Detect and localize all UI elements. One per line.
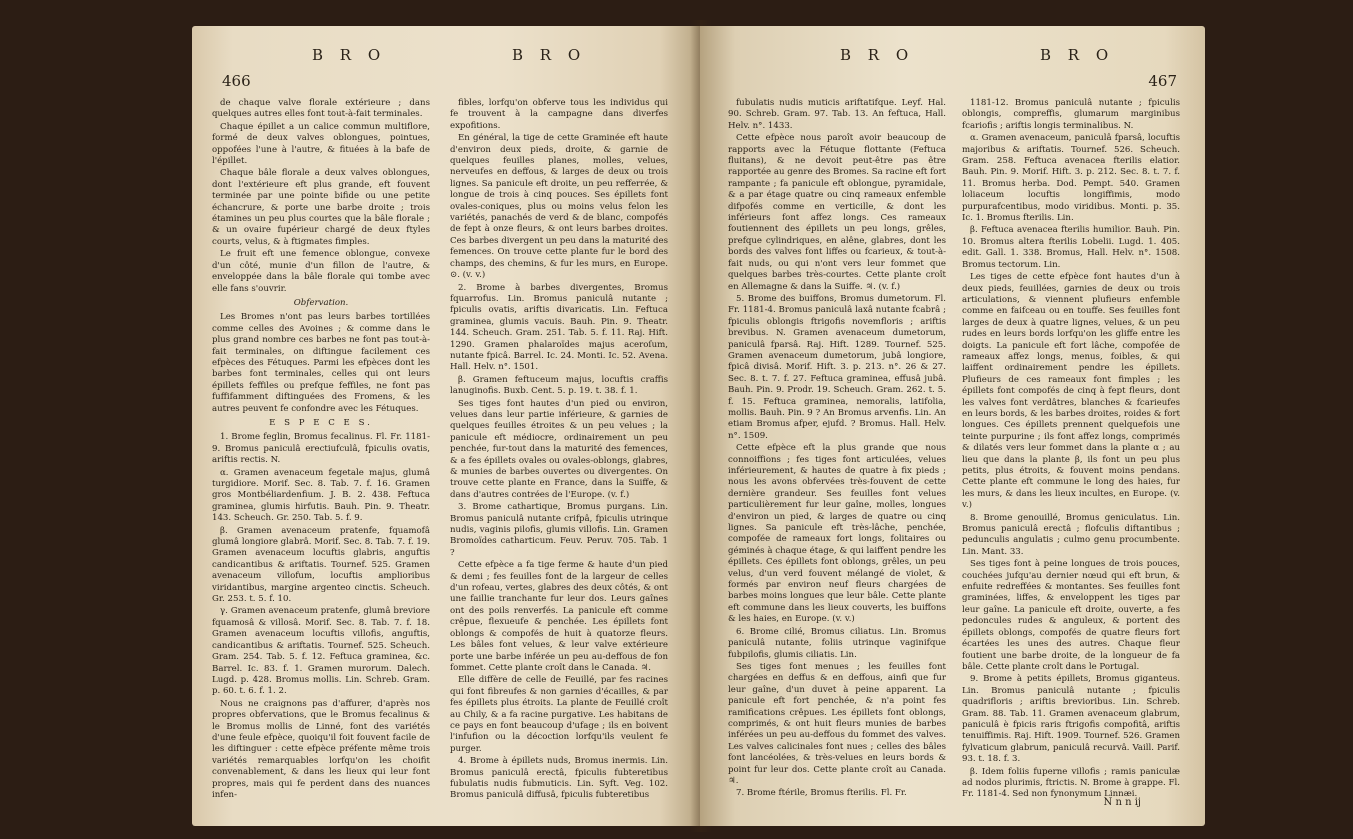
paragraph: β. Feftuca avenacea fterilis humilior. Bauh. Pin. 10. Bromus altera fterilis Lobelii. Lugd. 1. 405. edit. Gall. 1. 338. Bromus, Hall. Helv. n°. 1508. Bromus tectorum. Lin. (962, 225, 1180, 270)
paragraph: α. Gramen avenaceum fegetale majus, glumâ turgidiore. Morif. Sec. 8. Tab. 7. f. 16. Gramen gros Montbéliardenfium. J. B. 2. 438. Feftuca graminea, glumis hirfutis. Bauh. Pin. 9. Theatr. 143. Scheuch. Gr. 250. Tab. 5. f. 9. (212, 467, 430, 524)
paragraph: β. Gramen avenaceum pratenfe, fquamofâ glumâ longiore glabrâ. Morif. Sec. 8. Tab. 7. f. 19. Gramen avenaceum locuftis glabris, anguftis candicantibus & ariftatis. Tournef. 525. Gramen avenaceum villofum, locuftis amplioribus viridantibus, margine argenteo cinctis. Scheuch. Gr. 253. t. 5. f. 10. (212, 525, 430, 605)
paragraph: 4. Brome à épillets nuds, Bromus inermis. Lin. Bromus paniculâ erectâ, fpiculis fubteretibus fubulatis nudis fubmuticis. Lin. Syft. Veg. 102. Bromus paniculâ diffusâ, fpiculis fubteretibus (450, 756, 668, 801)
paragraph: 1181-12. Bromus paniculâ nutante ; fpiculis oblongis, compreffis, glumarum marginibus fcariofis ; ariftis longis terminalibus. N. (962, 98, 1180, 131)
paragraph: β. Idem foliis fuperne villofis ; ramis paniculæ ad nodos plurimis, ftrictis. N. Brome à grappe. Fl. Fr. 1181-4. Sed non fynonymum Linnæi. (962, 766, 1180, 800)
paragraph: Les Bromes n'ont pas leurs barbes tortillées comme celles des Avoines ; & comme dans le plus grand nombre ces barbes ne font pas tout-à-fait terminales, on diftingue facilement ces efpèces des Fétuques. Parmi les efpèces dont les barbes font terminales, celles qui ont leurs épillets feffiles ou prefque feffiles, ne font pas fuffifamment diftinguées des Fromens, & les autres peuvent fe confondre avec les Fétuques. (212, 312, 430, 414)
running-head-right: B R O (512, 46, 587, 64)
paragraph: 6. Brome cilié, Bromus ciliatus. Lin. Bromus paniculâ nutante, foliis utrinque vaginifque fubpilofis, glumis ciliatis. Lin. (728, 626, 946, 660)
paragraph: γ. Gramen avenaceum pratenfe, glumâ breviore fquamosâ & villosâ. Morif. Sec. 8. Tab. 7. f. 18. Gramen avenaceum locuftis villofis, anguftis, candicantibus & ariftatis. Tournef. 525. Scheuch. Gram. 254. Tab. 5. f. 12. Feftuca graminea, &c. Barrel. Ic. 83. f. 1. Gramen murorum. Dalech. Lugd. p. 428. Bromus mollis. Lin. Schreb. Gram. p. 60. t. 6. f. 1. 2. (212, 606, 430, 697)
paragraph: Nous ne craignons pas d'affurer, d'après nos propres obfervations, que le Bromus fecalinus & le Bromus mollis de Linné, font des variétés d'une feule efpèce, quoiqu'il foit fouvent facile de les diftinguer : cette efpèce préfente même trois variétés remarquables lorfqu'on les choifit convenablement, & dans les lieux qui leur font propres, mais qui fe perdent dans des nuances infen- (212, 698, 430, 800)
paragraph: fibles, lorfqu'on obferve tous les individus qui fe trouvent à la campagne dans diverfes expofitions. (450, 98, 668, 131)
paragraph: Cette efpèce nous paroît avoir beaucoup de rapports avec la Fétuque flottante (Feftuca fluitans), & ne devoit peut-être pas être rapportée au genre des Bromes. Sa racine eft fort rampante ; fa panicule eft oblongue, pyramidale, & a par étage quatre ou cinq rameaux enfemble difpofés comme en verticille, & dont les inférieurs font affez longs. Ces rameaux foutiennent des épillets un peu longs, grêles, prefque cylindriques, en alêne, glabres, dont les bords des valves font liffes ou fcarieux, & tout-à-fait nuds, ou qui n'ont vers leur fommet que quelques barbes très-courtes. Cette plante croît en Allemagne & dans la Suiffe. ♃. (v. f.) (728, 133, 946, 292)
left-page (192, 26, 700, 826)
paragraph: Ses tiges font menues ; les feuilles font chargées en deffus & en deffous, ainfi que fur leur gaîne, d'un duvet à peine apparent. La panicule eft fort penchée, & n'a point fes ramifications crêpues. Les épillets font oblongs, comprimés, & ont huit fleurs munies de barbes inférées un peu au-deffous du fommet des valves. Les valves calicinales font nues ; celles des bâles font lancéolées, & très-velues en leurs bords & point fur leur dos. Cette plante croît au Canada. ♃. (728, 661, 946, 786)
paragraph: Les tiges de cette efpèce font hautes d'un à deux pieds, feuillées, garnies de deux ou trois articulations, & viennent plufieurs enfemble comme en faifceau ou en touffe. Ses feuilles font larges de deux à quatre lignes, velues, & un peu rudes en leurs bords lorfqu'on les gliffe entre les doigts. La panicule eft fort lâche, compofée de rameaux affez longs, menus, foibles, & qui laiffent ordinairement pendre les épillets. Plufieurs de ces rameaux font fimples ; les épillets font compofés de cinq à fept fleurs, dont les valves font verdâtres, blanches & fcarieufes en leurs bords, & les barbes droites, roides & fort longues. Ces épillets prennent quelquefois une teinte purpurine ; ils font affez longs, comprimés & dilatés vers leur fommet dans la plante α ; au lieu que dans la plante β, ils font un peu plus petits, plus étroits, & fouvent moins pendans. Cette plante eft commune le long des haies, fur les murs, & dans les lieux incultes, en Europe. (v. v.) (962, 272, 1180, 511)
paragraph: Obfervation. (293, 297, 349, 308)
paragraph: Ses tiges font hautes d'un pied ou environ, velues dans leur partie inférieure, & garnies de quelques feuilles étroites & un peu velues ; la panicule eft médiocre, ordinairement un peu penchée, fur-tout dans la maturité des femences, & a fes épillets ovales ou ovales-oblongs, glabres, & munies de barbes ouvertes ou divergentes. On trouve cette plante en France, dans la Suiffe, & dans d'autres contrées de l'Europe. (v. f.) (450, 398, 668, 500)
paragraph: Chaque bâle florale a deux valves oblongues, dont l'extérieure eft plus grande, eft fouvent terminée par une pointe bifide ou une petite échancrure, & porte une barbe droite ; trois étamines un peu plus courtes que la bâle florale ; & un ovaire fupérieur chargé de deux ftyles courts, velus, & à ftigmates fimples. (212, 168, 430, 247)
paragraph: 5. Brome des buiffons, Bromus dumetorum. Fl. Fr. 1181-4. Bromus paniculâ laxâ nutante fcabrâ ; fpiculis oblongis ftrigofis novemfloris ; ariftis brevibus. N. Gramen avenaceum dumetorum, paniculâ fparsâ. Raj. Hift. 1289. Tournef. 525. Gramen avenaceum dumetorum, jubâ longiore, fpicâ divisâ. Morif. Hift. 3. p. 213. n°. 26 & 27. Sec. 8. t. 7. f. 27. Feftuca graminea, effusâ jubâ. Bauh. Pin. 9. Prodr. 19. Scheuch. Gram. 262. t. 5. f. 15. Feftuca graminea, nemoralis, latifolia, mollis. Bauh. Pin. 9 ? An Bromus arvenfis. Lin. An etiam Bromus afper, ejufd. ? Bromus. Hall. Helv. n°. 1509. (728, 293, 946, 441)
paragraph: 3. Brome cathartique, Bromus purgans. Lin. Bromus paniculâ nutante crifpâ, fpiculis utrinque nudis, vaginis pilofis, glumis villofis. Lin. Gramen Bromoïdes catharticum. Feuv. Peruv. 705. Tab. 1 ? (450, 502, 668, 558)
paragraph: Chaque épillet a un calice commun multiflore, formé de deux valves oblongues, pointues, oppofées l'une à l'autre, & fituées à la bafe de l'épillet. (212, 121, 430, 167)
running-head-left: B R O (312, 46, 387, 64)
paragraph: 8. Brome genouillé, Bromus geniculatus. Lin. Bromus paniculâ erectâ ; flofculis diftantibus ; pedunculis angulatis ; culmo genu procumbente. Lin. Mant. 33. (962, 512, 1180, 557)
paragraph: Elle diffère de celle de Feuillé, par fes racines qui font fibreufes & non garnies d'écailles, & par fes épillets plus étroits. La plante de Feuillé croît au Chily, & a fa racine purgative. Les habitans de ce pays en font beaucoup d'ufage ; ils en boivent l'infufion ou la décoction lorfqu'ils veulent fe purger. (450, 675, 668, 754)
right-page (700, 26, 1205, 826)
paragraph: β. Gramen feftuceum majus, locuftis craffis lanuginofis. Buxb. Cent. 5. p. 19. t. 38. f. 1. (450, 374, 668, 397)
paragraph: 2. Brome à barbes divergentes, Bromus fquarrofus. Lin. Bromus paniculâ nutante ; fpiculis ovatis, ariftis divaricatis. Lin. Feftuca graminea, glumis vacuis. Bauh. Pin. 9. Theatr. 144. Scheuch. Gram. 251. Tab. 5. f. 11. Raj. Hift. 1290. Gramen phalaroïdes majus aceroſum, nutante fpicâ. Barrel. Ic. 24. Monti. Ic. 52. Avena. Hall. Helv. n°. 1501. (450, 282, 668, 373)
paragraph: Le fruit eft une femence oblongue, convexe d'un côté, munie d'un fillon de l'autre, & enveloppée dans la bâle florale qui tombe avec elle fans s'ouvrir. (212, 249, 430, 294)
paragraph: de chaque valve florale extérieure ; dans quelques autres elles font tout-à-fait terminales. (212, 98, 430, 120)
running-head-left: B R O (840, 46, 915, 64)
paragraph: En général, la tige de cette Graminée eft haute d'environ deux pieds, droite, & garnie de quelques feuilles planes, molles, velues, nerveufes en deffous, & larges de deux ou trois lignes. Sa panicule eft droite, un peu refferrée, & longue de trois à cinq pouces. Ses épillets font ovales-coniques, plus ou moins velus felon les variétés, panachés de verd & de blanc, compofés de fept à onze fleurs, & ont leurs barbes droites. Ces barbes divergent un peu dans la maturité des femences. On trouve cette plante fur le bord des champs, des chemins, & fur les murs, en Europe. ⊙. (v. v.) (450, 133, 668, 281)
paragraph: E S P E C E S. (269, 417, 373, 428)
page-number: 466 (222, 72, 251, 90)
text-column-2 (962, 98, 1180, 818)
paragraph: 7. Brome ftérile, Bromus fterilis. Fl. Fr. (736, 788, 907, 799)
paragraph: Ses tiges font à peine longues de trois pouces, couchées jufqu'au dernier nœud qui eft brun, & enfuite redreffées & montantes. Ses feuilles font graminées, liffes, & enveloppent les tiges par leur gaîne. La panicule eft droite, ouverte, a fes pedoncules rudes & anguleux, & portent des épillets oblongs, compofés de quatre fleurs fort écartées les unes des autres. Chaque fleur foutient une barbe droite, de la longueur de fa bâle. Cette plante croît dans le Portugal. (962, 559, 1180, 672)
paragraph: fubulatis nudis muticis ariftatifque. Leyf. Hal. 90. Schreb. Gram. 97. Tab. 13. An feftuca, Hall. Helv. n°. 1433. (728, 98, 946, 131)
text-column-1 (728, 98, 946, 818)
paragraph: Cette efpèce a fa tige ferme & haute d'un pied & demi ; fes feuilles font de la largeur de celles d'un rofeau, vertes, glabres des deux côtés, & ont une faillie tranchante fur leur dos. Leurs gaînes ont des poils renverfés. La panicule eft comme crêpue, flexueufe & penchée. Les épillets font oblongs & compofés de huit à quatorze fleurs. Les bâles font velues, & leur valve extérieure porte une barbe inférée un peu au-deffous de fon fommet. Cette plante croît dans le Canada. ♃. (450, 560, 668, 673)
paragraph: Cette efpèce eft la plus grande que nous connoiffions ; fes tiges font articulées, velues inférieurement, & hautes de quatre à fix pieds ; nous les avons obfervées très-fouvent de cette dernière grandeur. Ses feuilles font velues particulièrement fur leur gaîne, molles, longues d'environ un pied, & larges de quatre ou cinq lignes. Sa panicule eft très-lâche, penchée, compofée de rameaux fort longs, folitaires ou géminés à chaque étage, & qui laiffent pendre les épillets. Ces épillets font oblongs, grêles, un peu velus, d'un verd fouvent mélangé de violet, & formés par environ neuf fleurs chargées de barbes moins longues que leur bâle. Cette plante eft commune dans les lieux couverts, les buiffons & les haies, en Europe. (v. v.) (728, 443, 946, 625)
text-column-1 (212, 98, 430, 818)
signature-mark: N n n ij (1103, 797, 1141, 808)
running-head-right: B R O (1040, 46, 1115, 64)
paragraph: α. Gramen avenaceum, paniculâ fparsâ, locuftis majoribus & ariftatis. Tournef. 526. Scheuch. Gram. 258. Feftuca avenacea fterilis elatior. Bauh. Pin. 9. Morif. Hift. 3. p. 212. Sec. 8. t. 7. f. 11. Bromus herba. Dod. Pempt. 540. Gramen loliaceum locuftis longiffimis, modo purpurafcentibus, modo viridibus. Monti. p. 35. Ic. 1. Bromus fterilis. Lin. (962, 133, 1180, 224)
text-column-2 (450, 98, 668, 818)
paragraph: 9. Brome à petits épillets, Bromus giganteus. Lin. Bromus paniculâ nutante ; fpiculis quadrifloris ; ariftis brevioribus. Lin. Schreb. Gram. 88. Tab. 11. Gramen avenaceum glabrum, paniculâ è fpicis raris ftrigofis compofitâ, ariftis tenuiffimis. Raj. Hift. 1909. Tournef. 526. Gramen fylvaticum glabrum, paniculâ recurvâ. Vaill. Parif. 93. t. 18. f. 3. (962, 674, 1180, 765)
paragraph: 1. Brome feglin, Bromus fecalinus. Fl. Fr. 1181-9. Bromus paniculâ erectiufculâ, fpiculis ovatis, ariftis rectis. N. (212, 432, 430, 466)
page-number: 467 (1148, 72, 1177, 90)
